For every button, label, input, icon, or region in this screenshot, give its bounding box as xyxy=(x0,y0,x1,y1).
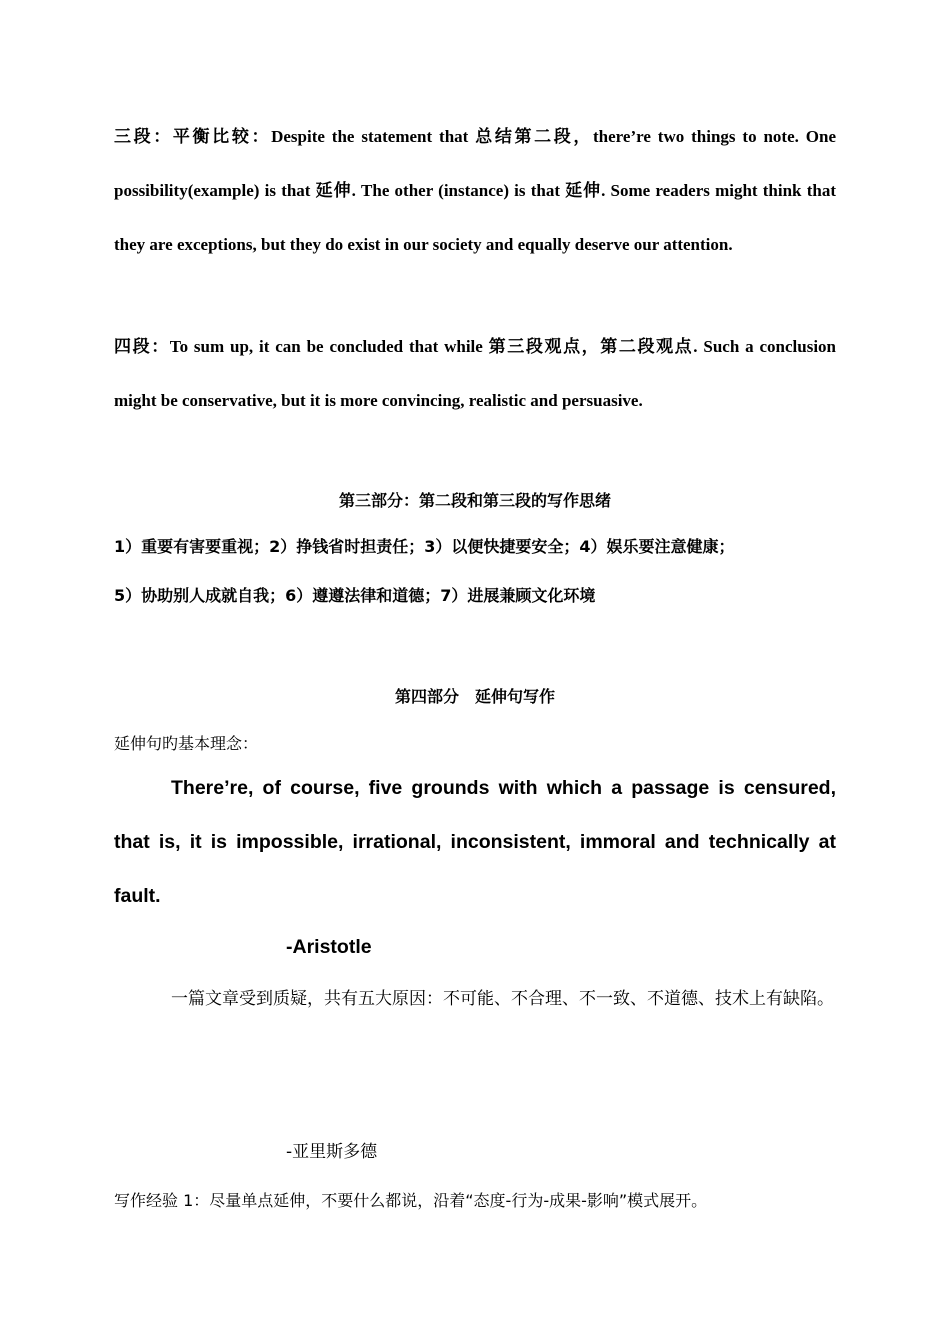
writing-tip-1: 写作经验 1：尽量单点延伸，不要什么都说，沿着“态度-行为-成果-影响”模式展开。 xyxy=(114,1191,708,1210)
section-four-heading: 第四部分 延伸句写作 xyxy=(394,687,555,706)
aristotle-quote: There’re, of course, five grounds with which a passage is censured, that is, it is impossible, irrational, inconsistent, immoral and technically at fault. xyxy=(114,777,836,907)
aristotle-attribution: -Aristotle xyxy=(286,936,372,958)
section-three-list-line-1: 1）重要有害要重视；2）挣钱省时担责任；3）以便快捷要安全；4）娱乐要注意健康； xyxy=(114,537,735,556)
chinese-attribution: -亚里斯多德 xyxy=(286,1142,378,1162)
paragraph-three: 三段：平衡比较：Despite the statement that 总结第二段，there’re two things to note. One possibility(example) is that 延伸. The other (instance) is that 延伸. Some readers might think that they are exceptions, but they do exist in our society and equally deserve our attention. xyxy=(114,127,836,254)
chinese-translation: 一篇文章受到质疑，共有五大原因：不可能、不合理、不一致、不道德、技术上有缺陷。 xyxy=(171,989,834,1009)
section-three-list-line-2: 5）协助别人成就自我；6）遵遵法律和道德；7）进展兼顾文化环境 xyxy=(114,586,596,605)
section-three-heading: 第三部分：第二段和第三段的写作思绪 xyxy=(338,491,611,510)
concept-label: 延伸句旳基本理念： xyxy=(114,734,259,753)
paragraph-four: 四段：To sum up, it can be concluded that while 第三段观点，第二段观点. Such a conclusion might be conservative, but it is more convincing, realistic and persuasive. xyxy=(114,337,836,410)
